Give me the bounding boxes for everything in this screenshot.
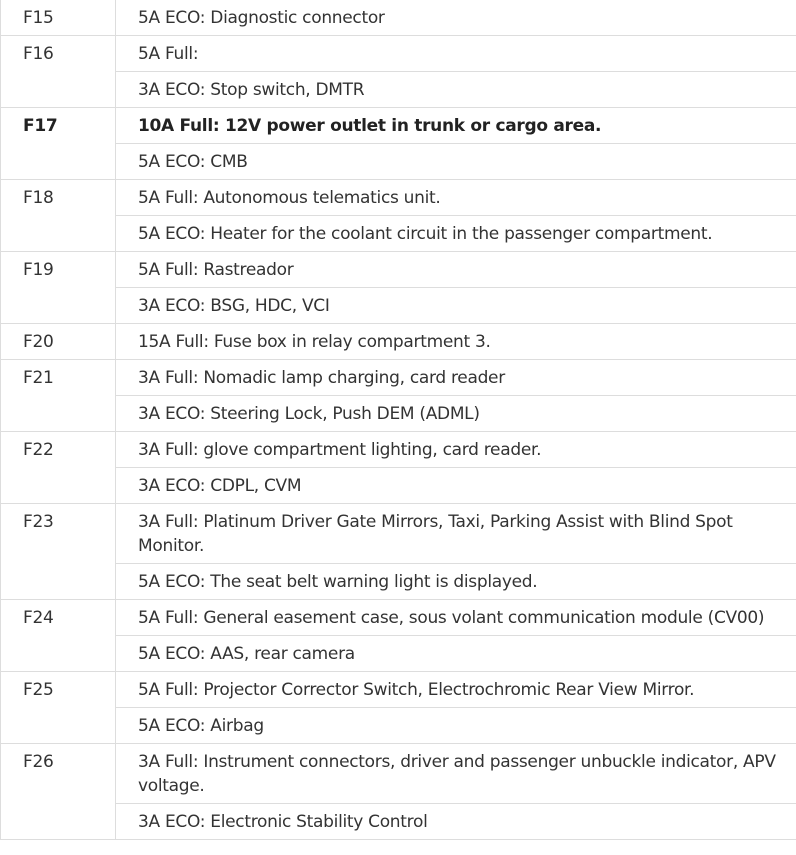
table-row bbox=[1, 108, 796, 144]
fuse-description-cell: 5A ECO: Airbag bbox=[116, 708, 796, 744]
fuse-description-cell: 3A Full: Nomadic lamp charging, card reader bbox=[116, 360, 796, 396]
fuse-id-cell: F21 bbox=[1, 360, 116, 432]
fuse-description-cell: 3A ECO: Steering Lock, Push DEM (ADML) bbox=[116, 396, 796, 432]
fuse-description-cell: 5A Full: Rastreador bbox=[116, 252, 796, 288]
table-row bbox=[1, 180, 796, 216]
fuse-description-cell: 5A Full: Projector Corrector Switch, Electrochromic Rear View Mirror. bbox=[116, 672, 796, 708]
table-row bbox=[1, 432, 796, 468]
fuse-description-cell: 5A ECO: Heater for the coolant circuit in the passenger compartment. bbox=[116, 216, 796, 252]
table-row bbox=[1, 288, 796, 324]
table-row bbox=[1, 468, 796, 504]
table-row bbox=[1, 564, 796, 600]
fuse-id-cell: F18 bbox=[1, 180, 116, 252]
fuse-id-cell: F20 bbox=[1, 324, 116, 360]
fuse-description-cell: 5A ECO: AAS, rear camera bbox=[116, 636, 796, 672]
table-row bbox=[1, 216, 796, 252]
fuse-id-cell: F16 bbox=[1, 36, 116, 108]
table-row bbox=[1, 72, 796, 108]
fuse-table-body bbox=[1, 0, 796, 840]
table-row bbox=[1, 804, 796, 840]
table-row bbox=[1, 744, 796, 804]
table-row bbox=[1, 708, 796, 744]
table-row bbox=[1, 360, 796, 396]
fuse-description-cell: 5A ECO: The seat belt warning light is displayed. bbox=[116, 564, 796, 600]
table-row bbox=[1, 0, 796, 36]
fuse-description-cell: 3A ECO: Electronic Stability Control bbox=[116, 804, 796, 840]
fuse-description-cell: 3A ECO: Stop switch, DMTR bbox=[116, 72, 796, 108]
fuse-description-cell: 3A Full: Instrument connectors, driver and passenger unbuckle indicator, APV voltage. bbox=[116, 744, 796, 804]
table-row bbox=[1, 636, 796, 672]
table-row bbox=[1, 252, 796, 288]
fuse-description-cell: 3A ECO: BSG, HDC, VCI bbox=[116, 288, 796, 324]
fuse-id-cell: F23 bbox=[1, 504, 116, 600]
fuse-description-cell: 3A Full: glove compartment lighting, card reader. bbox=[116, 432, 796, 468]
fuse-description-cell: 3A ECO: CDPL, CVM bbox=[116, 468, 796, 504]
fuse-description-cell: 5A Full: bbox=[116, 36, 796, 72]
fuse-id-cell: F17 bbox=[1, 108, 116, 180]
fuse-description-cell: 15A Full: Fuse box in relay compartment 3. bbox=[116, 324, 796, 360]
table-row bbox=[1, 324, 796, 360]
fuse-id-cell: F25 bbox=[1, 672, 116, 744]
fuse-description-cell: 5A ECO: Diagnostic connector bbox=[116, 0, 796, 36]
table-row bbox=[1, 600, 796, 636]
table-row bbox=[1, 396, 796, 432]
table-row bbox=[1, 144, 796, 180]
fuse-id-cell: F26 bbox=[1, 744, 116, 840]
table-row bbox=[1, 36, 796, 72]
table-row bbox=[1, 504, 796, 564]
fuse-description-cell: 5A Full: Autonomous telematics unit. bbox=[116, 180, 796, 216]
fuse-id-cell: F22 bbox=[1, 432, 116, 504]
fuse-description-cell: 5A Full: General easement case, sous volant communication module (CV00) bbox=[116, 600, 796, 636]
fuse-description-cell: 5A ECO: CMB bbox=[116, 144, 796, 180]
fuse-description-cell: 10A Full: 12V power outlet in trunk or cargo area. bbox=[116, 108, 796, 144]
table-row bbox=[1, 672, 796, 708]
fuse-id-cell: F15 bbox=[1, 0, 116, 36]
fuse-id-cell: F24 bbox=[1, 600, 116, 672]
fuse-description-cell: 3A Full: Platinum Driver Gate Mirrors, Taxi, Parking Assist with Blind Spot Monitor. bbox=[116, 504, 796, 564]
fuse-id-cell: F19 bbox=[1, 252, 116, 324]
